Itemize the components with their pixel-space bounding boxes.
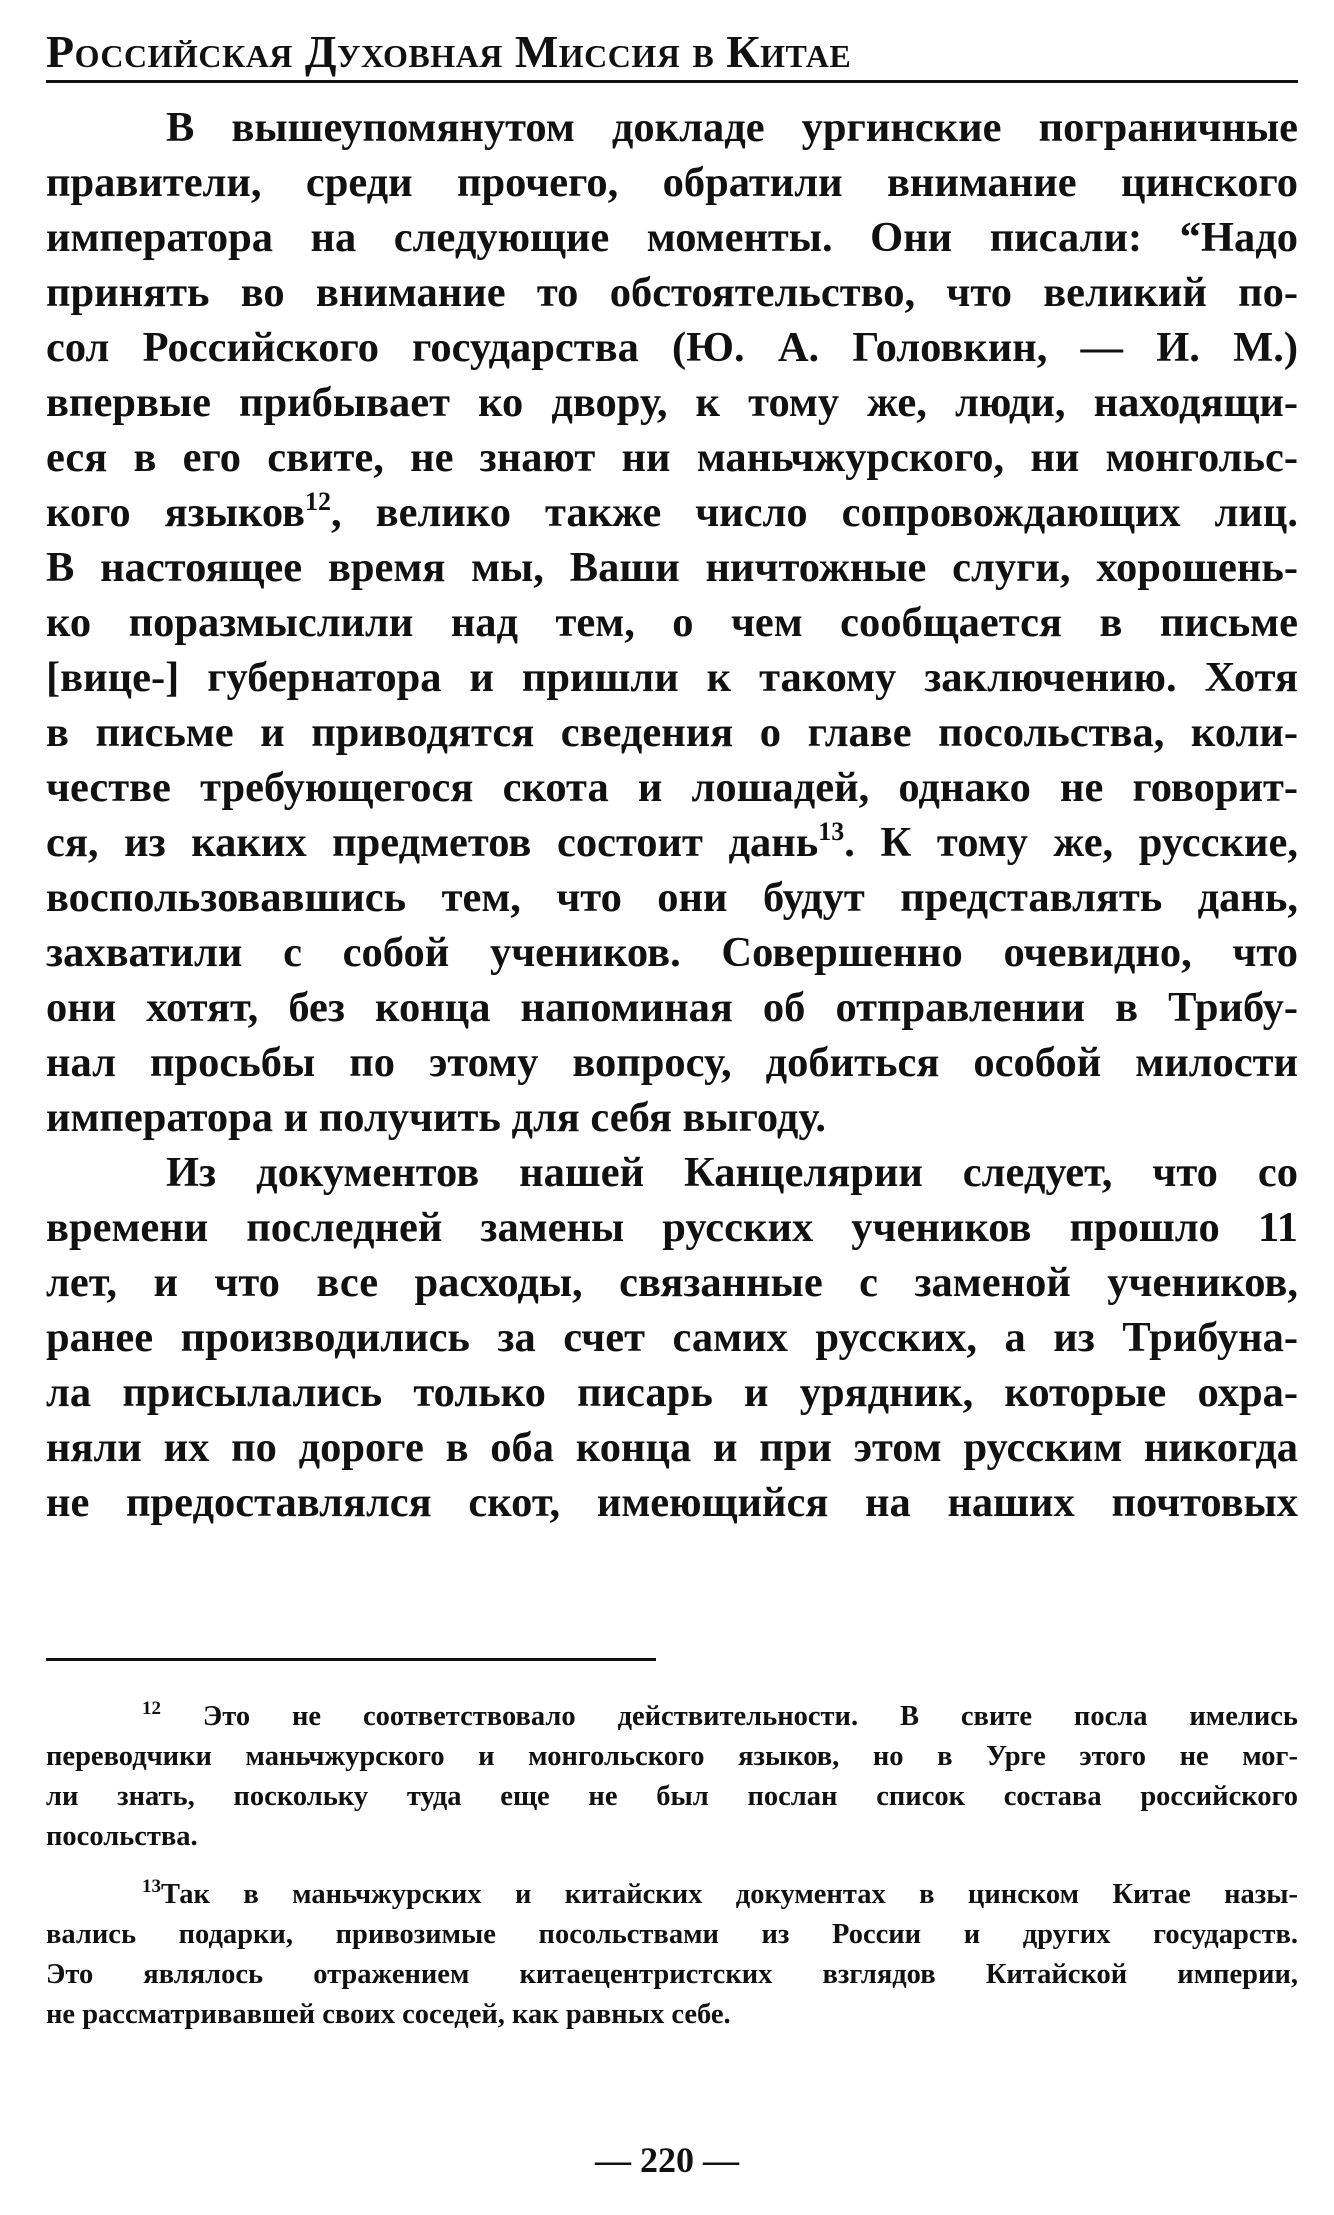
text-line: ся, из каких предметов состоит дань$^{13}$. К тому же, русские, <box>46 817 1298 866</box>
text-line: нал просьбы по этому вопросу, добиться особой милости <box>46 1039 1298 1086</box>
text-line: захватили с собой учеников. Совершенно очевидно, что <box>46 929 1298 976</box>
running-head: Российская Духовная Миссия в Китае <box>46 26 852 77</box>
footnote-ref-12: 12 <box>305 487 331 516</box>
text-line: [вице-] губернатора и пришли к такому заключению. Хотя <box>46 654 1298 701</box>
text-line: впервые прибывает ко двору, к тому же, люди, находящи- <box>46 379 1298 426</box>
footnote-line: переводчики маньчжурского и монгольского языков, но в Урге этого не мог- <box>46 1741 1298 1772</box>
text-line: ко поразмыслили над тем, о чем сообщается в письме <box>46 599 1298 646</box>
footnote-line: вались подарки, привозимые посольствами из России и других государств. <box>46 1919 1298 1950</box>
text-line: принять во внимание то обстоятельство, что великий по- <box>46 269 1298 316</box>
text-line: времени последней замены русских учеников прошло 11 <box>46 1204 1298 1251</box>
footnote-line: Это являлось отражением китаецентристских взглядов Китайской империи, <box>46 1959 1298 1990</box>
text-line: не предоставлялся скот, имеющийся на наших почтовых <box>46 1479 1298 1526</box>
text-line: Из документов нашей Канцелярии следует, что со <box>166 1149 1298 1196</box>
text-line: воспользовавшись тем, что они будут представлять дань, <box>46 874 1298 921</box>
text-line: честве требующегося скота и лошадей, однако не говорит- <box>46 764 1298 811</box>
header-rule <box>46 80 1298 83</box>
text-line: кого языков$^{12}$, велико также число сопровождающих лиц. <box>46 487 1298 536</box>
footnote-mark: 12 <box>142 1698 161 1719</box>
footnotes <box>46 1697 1298 2035</box>
text-line: В вышеупомянутом докладе ургинские пограничные <box>166 104 1298 151</box>
footnote-line: посольства. <box>46 1821 198 1852</box>
text-line: императора на следующие моменты. Они писали: “Надо <box>46 214 1298 261</box>
text-line: В настоящее время мы, Ваши ничтожные слуги, хорошень- <box>46 544 1298 591</box>
footnote-ref-13: 13 <box>818 817 845 846</box>
text-line: сол Российского государства (Ю. А. Головкин, — И. М.) <box>46 324 1298 371</box>
text-line: императора и получить для себя выгоду. <box>46 1094 827 1141</box>
text-line: они хотят, без конца напоминая об отправлении в Трибу- <box>46 984 1298 1031</box>
footnote-rule <box>46 1658 656 1661</box>
text-line: ранее производились за счет самих русских, а из Трибуна- <box>46 1314 1298 1361</box>
text-line: ла присылались только писарь и урядник, которые охра- <box>46 1369 1298 1416</box>
paragraph-1 <box>46 100 1298 1145</box>
footnote-mark: 13 <box>142 1876 161 1897</box>
text-line: няли их по дороге в оба конца и при этом русским никогда <box>46 1424 1298 1471</box>
text-line: еся в его свите, не знают ни маньчжурского, ни монгольс- <box>46 434 1298 481</box>
footnote-line: $^{12}$ Это не соответствовало действительности. В свите посла имелись <box>142 1698 1298 1732</box>
footnote-line: $^{13}$Так в маньчжурских и китайских документах в цинском Китае назы- <box>142 1876 1298 1910</box>
text-line: лет, и что все расходы, связанные с заменой учеников, <box>46 1259 1298 1306</box>
footnote-line: ли знать, поскольку туда еще не был послан список состава российского <box>46 1781 1298 1812</box>
page-number: — 220 — <box>595 2140 739 2180</box>
body-text <box>46 100 1298 1530</box>
footnote-line: не рассматривавшей своих соседей, как равных себе. <box>46 1999 731 2030</box>
text-line: в письме и приводятся сведения о главе посольства, коли- <box>46 709 1298 756</box>
footnote-13 <box>46 1875 1298 2035</box>
footnote-12 <box>46 1697 1298 1857</box>
text-line: правители, среди прочего, обратили внимание цинского <box>46 159 1298 206</box>
paragraph-2 <box>46 1145 1298 1530</box>
